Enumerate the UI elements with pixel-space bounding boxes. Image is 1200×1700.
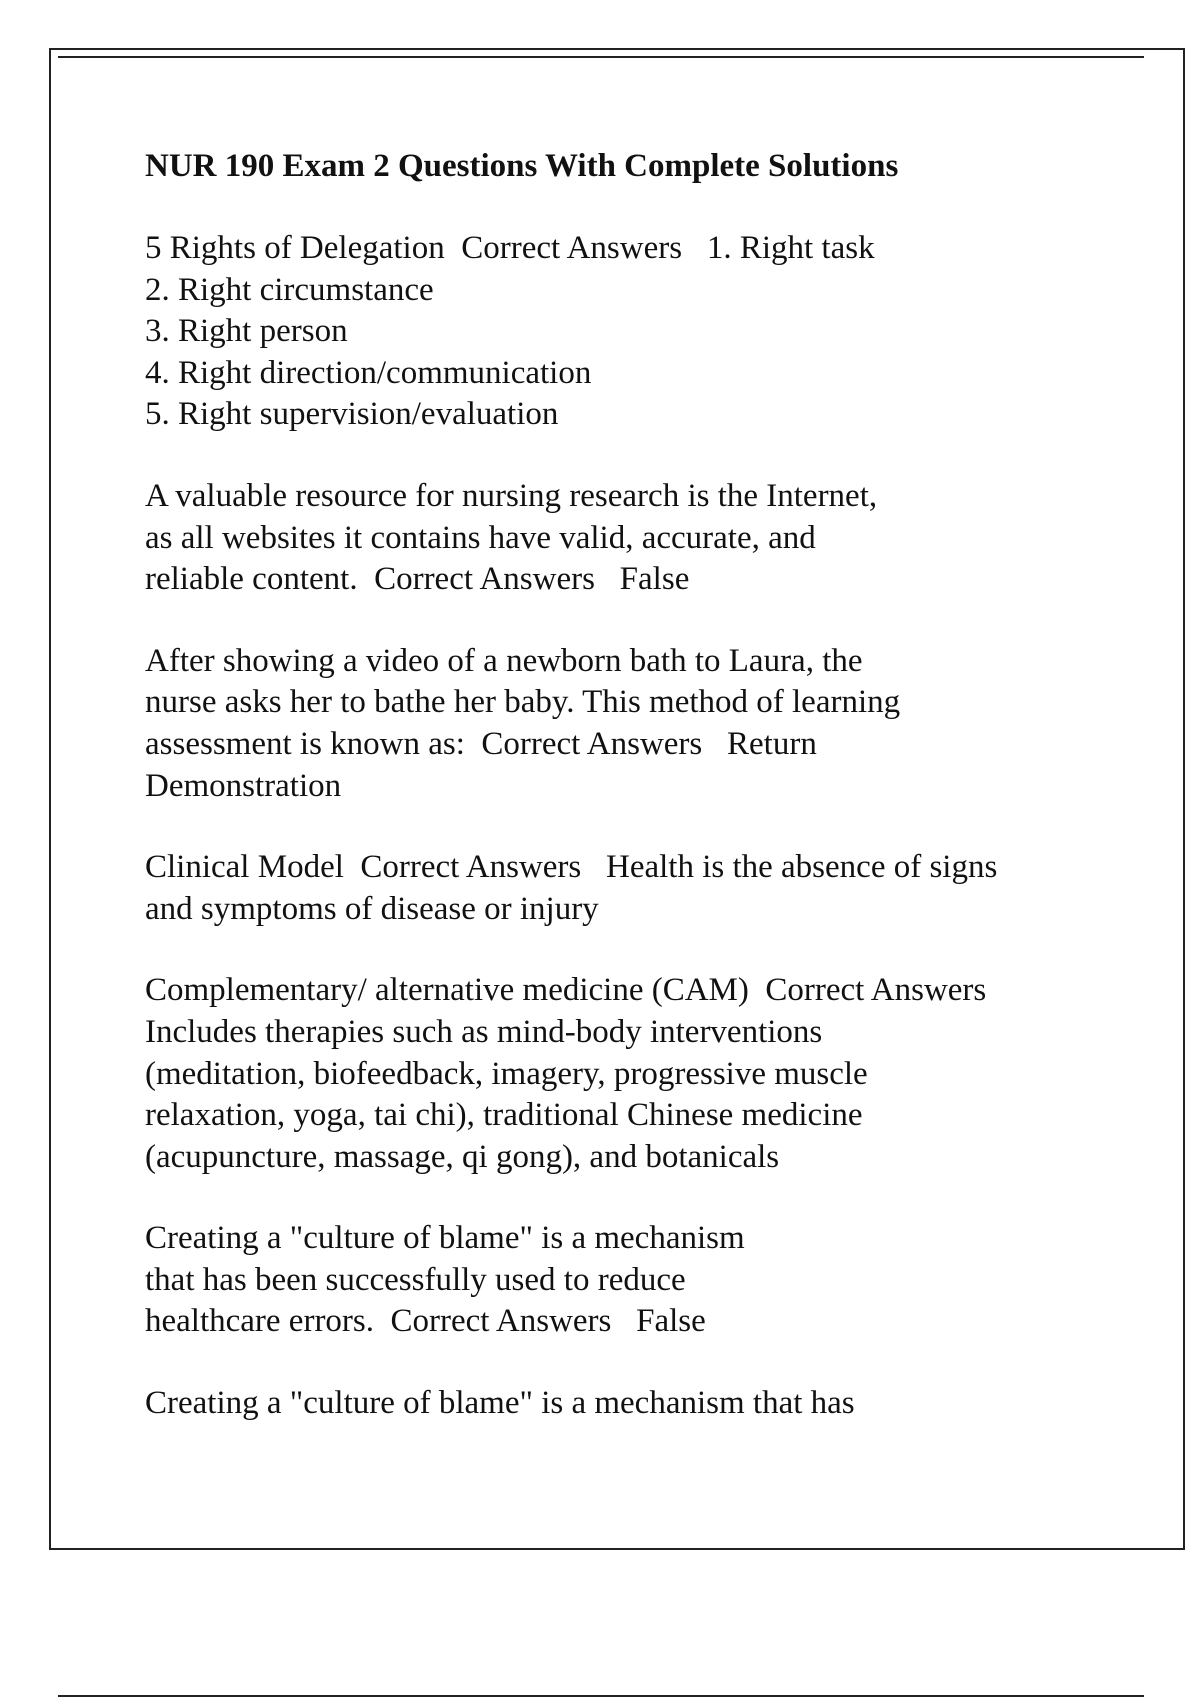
qa-text-line: that has been successfully used to reduce [145,1261,686,1298]
qa-block [145,970,1145,1178]
qa-text-line: nurse asks her to bathe her baby. This method of learning [145,684,901,721]
qa-text-line: 4. Right direction/communication [145,354,592,391]
qa-text-line: Creating a "culture of blame" is a mechanism that has [145,1385,855,1422]
qa-block [145,1383,1145,1425]
qa-text-line: Demonstration [145,767,342,804]
qa-text-line: A valuable resource for nursing research is the Internet, [145,477,878,514]
qa-block [145,228,1145,436]
document-body [145,144,1145,1425]
qa-text-line: 5 Rights of Delegation Correct Answers 1. Right task [145,230,875,266]
qa-text-line: (meditation, biofeedback, imagery, progressive muscle [145,1055,868,1092]
bottom-divider [58,1695,1144,1697]
qa-list [145,228,1145,1425]
qa-text-line: Includes therapies such as mind-body interventions [145,1013,823,1050]
qa-block [145,476,1145,601]
qa-text-line: 2. Right circumstance [145,271,434,308]
qa-block [145,1218,1145,1343]
qa-text-line: (acupuncture, massage, qi gong), and botanicals [145,1138,780,1175]
qa-block [145,847,1145,930]
qa-block [145,641,1145,807]
qa-text-line: relaxation, yoga, tai chi), traditional Chinese medicine [145,1097,863,1134]
qa-text-line: After showing a video of a newborn bath to Laura, the [145,642,863,679]
qa-text-line: healthcare errors. Correct Answers False [145,1303,706,1340]
qa-text-line: 3. Right person [145,313,348,350]
qa-text-line: Complementary/ alternative medicine (CAM) Correct Answers [145,972,987,1009]
document-title: NUR 190 Exam 2 Questions With Complete Solutions [145,148,899,184]
qa-text-line: Clinical Model Correct Answers Health is the absence of signs [145,849,998,886]
qa-text-line: Creating a "culture of blame" is a mechanism [145,1220,745,1257]
top-divider [58,56,1144,58]
qa-text-line: reliable content. Correct Answers False [145,561,690,598]
qa-text-line: as all websites it contains have valid, accurate, and [145,519,816,556]
qa-text-line: and symptoms of disease or injury [145,890,599,927]
qa-text-line: assessment is known as: Correct Answers Return [145,725,817,762]
qa-text-line: 5. Right supervision/evaluation [145,396,559,433]
